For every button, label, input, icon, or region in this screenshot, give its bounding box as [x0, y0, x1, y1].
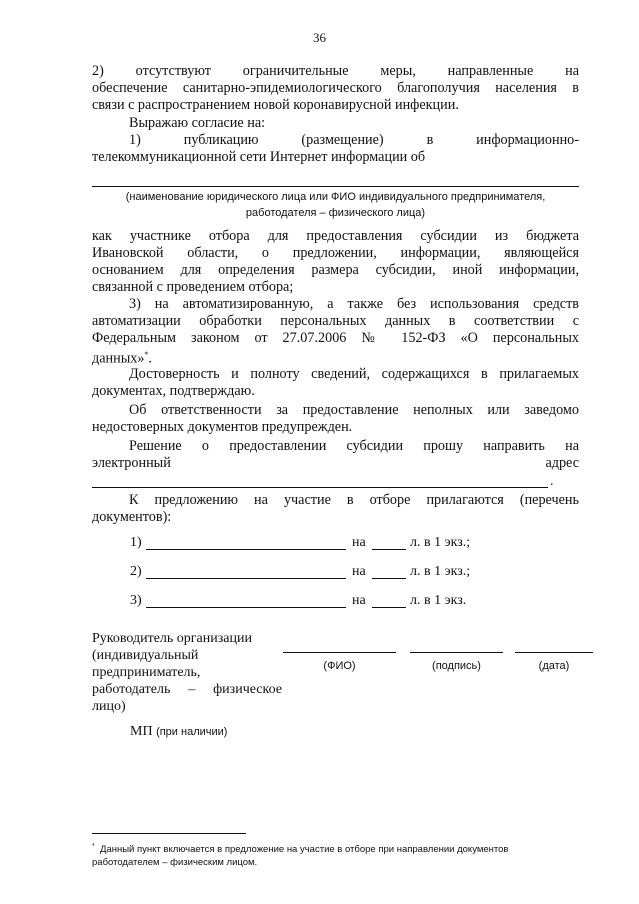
consent-1-cont-line-2: Ивановской области, о предложении, информации, являющейся	[92, 245, 579, 261]
attachment-row-2-name-blank[interactable]	[146, 578, 346, 579]
page-number: 36	[313, 30, 326, 45]
attachment-row-2-pages-blank[interactable]	[372, 578, 406, 579]
attachment-row-1-name-blank[interactable]	[146, 549, 346, 550]
attachment-row-1-pages-blank[interactable]	[372, 549, 406, 550]
entity-caption-line-2: работодателя – физического лица)	[245, 207, 426, 219]
attachment-row-1-on: на	[352, 535, 366, 550]
para-2-line-2: обеспечение санитарно-эпидемиологического благополучия населения в	[92, 80, 579, 96]
consent-1-cont-line-4: связанной с проведением отбора;	[92, 279, 294, 295]
consent-1-line-2: телекоммуникационной сети Интернет информации об	[92, 149, 426, 165]
attachment-row-2-number: 2)	[130, 564, 142, 579]
signature-blank-line[interactable]	[410, 652, 503, 653]
signatory-line-5: лицо)	[92, 699, 126, 714]
consent-heading: Выражаю согласие на:	[129, 115, 266, 131]
attached-line-2: документов):	[92, 509, 172, 525]
accuracy-line-2: документах, подтверждаю.	[92, 383, 255, 399]
attached-line-1: К предложению на участие в отборе прилагаются (перечень	[129, 492, 579, 508]
attachment-row-3-pages-blank[interactable]	[372, 607, 406, 608]
accuracy-line-1: Достоверность и полноту сведений, содержащихся в прилагаемых	[129, 366, 579, 382]
attachment-row-2-suffix: л. в 1 экз.;	[410, 564, 471, 579]
signatory-line-1: Руководитель организации	[92, 631, 252, 646]
consent-1-cont-line-3: основанием для определения размера субсидии, иной информации,	[92, 262, 579, 278]
attachment-row-3-name-blank[interactable]	[146, 607, 346, 608]
signatory-block	[92, 630, 282, 715]
decision-line-2: электронный адрес	[92, 455, 579, 471]
signatory-line-4: работодатель – физическое	[92, 682, 282, 697]
attachment-row-2-on: на	[352, 564, 366, 579]
date-blank-line[interactable]	[515, 652, 593, 653]
date-label: (дата)	[538, 660, 570, 672]
decision-line-1: Решение о предоставлении субсидии прошу направить на	[129, 438, 579, 454]
consent-3-line-3: Федеральным законом от 27.07.2006 № 152-ФЗ «О персональных	[92, 330, 579, 346]
signature-label: (подпись)	[432, 660, 481, 672]
seal-place	[130, 724, 227, 740]
footnote-mark: *	[92, 843, 95, 850]
attachment-row-3-suffix: л. в 1 экз.	[410, 593, 467, 608]
consent-3-line-4	[92, 347, 579, 367]
seal-label: МП	[130, 724, 153, 739]
consent-1-line-1: 1) публикацию (размещение) в информационно-	[129, 132, 579, 148]
signatory-line-3: предприниматель,	[92, 665, 201, 680]
consent-3-period: .	[148, 350, 152, 367]
fio-blank-line[interactable]	[283, 652, 396, 653]
consent-3-line-1: 3) на автоматизированную, а также без использования средств	[129, 296, 579, 312]
para-2-line-3: связи с распространением новой коронавирусной инфекции.	[92, 97, 459, 113]
attachment-row-1-number: 1)	[130, 535, 142, 550]
consent-3-line-4-text: данных»	[92, 350, 145, 367]
para-2-line-1: 2) отсутствуют ограничительные меры, направленные на	[92, 63, 579, 79]
attachment-row-3-number: 3)	[130, 593, 142, 608]
email-address-period: .	[550, 474, 554, 489]
seal-note: (при наличии)	[156, 726, 228, 738]
attachment-row-1-suffix: л. в 1 экз.;	[410, 535, 471, 550]
entity-name-blank-line[interactable]	[92, 186, 579, 187]
consent-3-line-2: автоматизации обработки персональных данных в соответствии с	[92, 313, 579, 329]
entity-caption-line-1: (наименование юридического лица или ФИО индивидуального предпринимателя,	[125, 191, 546, 203]
footnote-reference: *	[144, 350, 149, 359]
footnote-separator	[92, 833, 246, 834]
consent-1-cont-line-1: как участнике отбора для предоставления субсидии из бюджета	[92, 228, 579, 244]
footnote-line-1-text: Данный пункт включается в предложение на участие в отборе при направлении документов	[100, 844, 509, 856]
signatory-line-2: (индивидуальный	[92, 648, 199, 663]
responsibility-line-2: недостоверных документов предупрежден.	[92, 419, 353, 435]
responsibility-line-1: Об ответственности за предоставление неполных или заведомо	[129, 402, 579, 418]
footnote-line-2: работодателем – физическим лицом.	[92, 857, 258, 869]
footnote	[92, 840, 579, 869]
attachment-row-3-on: на	[352, 593, 366, 608]
email-address-blank-line[interactable]	[92, 487, 548, 488]
footnote-line-1	[92, 840, 579, 856]
fio-label: (ФИО)	[323, 660, 356, 672]
